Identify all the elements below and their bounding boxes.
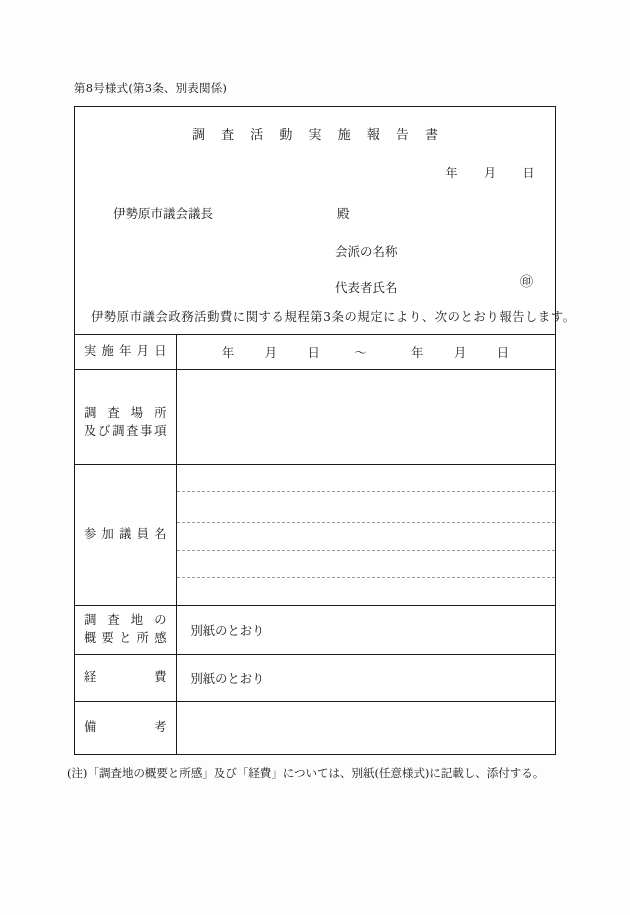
label-cell-survey-place bbox=[75, 370, 176, 465]
label-cell-implementation-date bbox=[75, 335, 176, 370]
submission-date-line bbox=[445, 164, 535, 181]
signer-block bbox=[335, 242, 555, 314]
implementation-date-label: 実施年月日 bbox=[84, 344, 167, 359]
value-cell-participating-members[interactable] bbox=[176, 465, 555, 606]
survey-summary-label-line1: 調査地の bbox=[84, 613, 167, 628]
addressee-honorific: 殿 bbox=[337, 206, 350, 221]
from-day-label: 日 bbox=[307, 346, 321, 360]
label-cell-expenses bbox=[75, 655, 176, 702]
party-name-row bbox=[335, 242, 555, 278]
value-cell-survey-place[interactable] bbox=[176, 370, 555, 465]
date-year-label: 年 bbox=[445, 166, 458, 180]
statement-text: 伊勢原市議会政務活動費に関する規程第3条の規定により、次のとおり報告します。 bbox=[91, 310, 576, 324]
form-frame bbox=[74, 106, 576, 755]
footnote-text: (注)「調査地の概要と所感」及び「経費」については、別紙(任意様式)に記載し、添付する。 bbox=[67, 766, 545, 780]
table-row-remarks bbox=[75, 702, 555, 755]
survey-place-value bbox=[177, 412, 556, 422]
value-cell-remarks[interactable] bbox=[176, 702, 555, 755]
document-masthead bbox=[75, 107, 555, 307]
value-cell-expenses[interactable] bbox=[176, 655, 555, 702]
form-number-label: 第8号様式(第3条、別表関係) bbox=[74, 81, 228, 95]
representative-name-label: 代表者氏名 bbox=[335, 280, 398, 295]
from-year-label: 年 bbox=[221, 346, 235, 360]
survey-summary-label bbox=[75, 612, 176, 648]
participating-members-write-area[interactable] bbox=[177, 465, 556, 605]
report-table bbox=[75, 334, 555, 754]
to-year-label: 年 bbox=[411, 346, 424, 360]
survey-summary-value: 別紙のとおり bbox=[190, 624, 265, 638]
expenses-value: 別紙のとおり bbox=[190, 672, 265, 686]
survey-place-label-line2: 及び調査事項 bbox=[84, 424, 167, 438]
value-cell-survey-summary[interactable] bbox=[176, 606, 555, 655]
to-day-label: 日 bbox=[496, 346, 510, 360]
member-rule-line bbox=[177, 550, 556, 551]
label-cell-participating-members bbox=[75, 465, 176, 606]
implementation-date-range bbox=[177, 343, 556, 361]
label-cell-survey-summary bbox=[75, 606, 176, 655]
from-month-label: 月 bbox=[264, 346, 278, 360]
table-row-expenses bbox=[75, 655, 555, 702]
table-row-implementation-date bbox=[75, 335, 555, 370]
table-row-survey-place bbox=[75, 370, 555, 465]
addressee-row bbox=[113, 204, 535, 222]
date-month-label: 月 bbox=[483, 166, 497, 180]
label-cell-remarks bbox=[75, 702, 176, 755]
seal-stamp-icon: ㊞ bbox=[520, 275, 534, 290]
expenses-label: 経費 bbox=[84, 670, 167, 685]
member-rule-line bbox=[177, 491, 556, 492]
addressee-name: 伊勢原市議会議長 bbox=[113, 206, 214, 221]
date-range-separator: ～ bbox=[354, 346, 368, 360]
to-month-label: 月 bbox=[453, 346, 467, 360]
participating-members-label-wrap bbox=[75, 465, 176, 605]
survey-place-label-line1: 調査場所 bbox=[84, 406, 167, 421]
table-row-participating-members bbox=[75, 465, 555, 606]
survey-place-label bbox=[75, 393, 176, 441]
survey-summary-label-line2: 概要と所感 bbox=[84, 631, 167, 645]
participating-members-label: 参加議員名 bbox=[84, 527, 167, 542]
remarks-label: 備考 bbox=[84, 720, 167, 735]
member-rule-line bbox=[177, 577, 556, 578]
table-row-survey-summary bbox=[75, 606, 555, 655]
member-rule-line bbox=[177, 522, 556, 523]
value-cell-implementation-date[interactable] bbox=[176, 335, 555, 370]
date-day-label: 日 bbox=[522, 166, 535, 180]
party-name-label: 会派の名称 bbox=[335, 244, 398, 259]
page-title: 調 査 活 動 実 施 報 告 書 bbox=[191, 128, 445, 143]
